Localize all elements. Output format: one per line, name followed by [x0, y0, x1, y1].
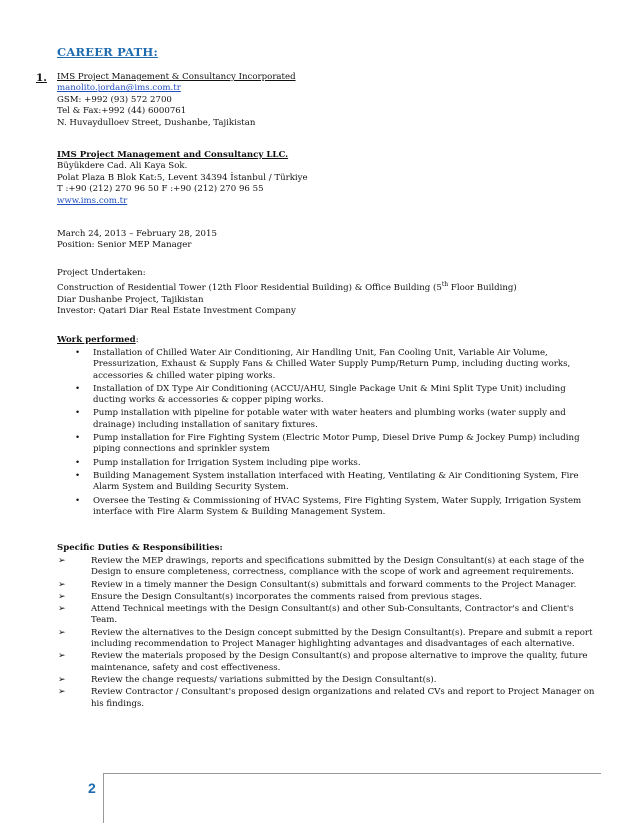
- duty-item-text: Ensure the Design Consultant(s) incorporates the comments raised from previous stages.: [91, 591, 482, 602]
- duty-item-text: Attend Technical meetings with the Design Consultant(s) and other Sub-Consultants, Contractor's and Client's Team.: [91, 604, 574, 626]
- company1-name: IMS Project Management & Consultancy Incorporated: [57, 72, 296, 82]
- footer-divider: [103, 773, 104, 823]
- bullet-icon: •: [75, 495, 81, 506]
- company1-gsm: GSM: +992 (93) 572 2700: [57, 94, 172, 105]
- arrow-bullet-icon: ➢: [58, 651, 66, 662]
- bullet-icon: •: [75, 383, 81, 394]
- arrow-bullet-icon: ➢: [58, 604, 66, 615]
- arrow-bullet-icon: ➢: [58, 591, 66, 602]
- work-performed-heading: Work performed:: [57, 335, 139, 345]
- arrow-bullet-icon: ➢: [58, 627, 66, 638]
- bullet-icon: •: [75, 433, 81, 444]
- company2-website-link[interactable]: www.ims.com.tr: [57, 195, 128, 206]
- duty-item-text: Review the MEP drawings, reports and specifications submitted by the Design Consultant(s) at each stage of the Design to ensure completeness, correctness, compliance with the scope of work and agreement requirements.: [91, 556, 585, 578]
- bullet-icon: •: [75, 457, 81, 468]
- page-number: 2: [88, 780, 96, 796]
- duty-item: [57, 556, 595, 579]
- duty-item-text: Review the materials proposed by the Design Consultant(s) and propose alternative to improve the quality, future maintenance, safety and cost effectiveness.: [91, 651, 588, 673]
- arrow-bullet-icon: ➢: [58, 674, 66, 685]
- footer-rule: [103, 773, 601, 774]
- work-item-text: Pump installation for Fire Fighting System (Electric Motor Pump, Diesel Drive Pump & Jockey Pump) including piping connections and sprinkler system: [93, 433, 580, 455]
- work-item: [75, 496, 595, 519]
- company1-address: N. Huvaydulloev Street, Dushanbe, Tajikistan: [57, 117, 256, 128]
- duty-item: [57, 628, 595, 651]
- duty-item: [57, 604, 595, 627]
- work-item: [75, 458, 595, 469]
- company2-name: IMS Project Management and Consultancy LLC.: [57, 150, 289, 160]
- bullet-icon: •: [75, 470, 81, 481]
- employment-dates: March 24, 2013 – February 28, 2015: [57, 229, 217, 239]
- duty-item: [57, 687, 595, 710]
- duty-item-text: Review Contractor / Consultant's proposed design organizations and related CVs and report to Project Manager on his findings.: [91, 687, 595, 709]
- duties-list: [57, 556, 595, 711]
- duties-heading-block: [57, 543, 223, 554]
- career-path-heading: CAREER PATH:: [57, 45, 158, 59]
- company2-line1: Büyükdere Cad. Ali Kaya Sok.: [57, 161, 188, 172]
- duty-item: [57, 651, 595, 674]
- work-item-text: Building Management System installation interfaced with Heating, Ventilating & Air Conditioning System, Fire Alarm System and Building Security System.: [93, 470, 579, 493]
- work-item-text: Installation of DX Type Air Conditioning (ACCU/AHU, Single Package Unit & Mini Split Type Unit) including ducting works & accessories & copper piping works.: [93, 383, 566, 406]
- duties-heading: Specific Duties & Responsibilities:: [57, 543, 223, 553]
- work-performed-label: Work performed: [57, 335, 136, 345]
- arrow-bullet-icon: ➢: [58, 687, 66, 698]
- work-item: [75, 408, 595, 431]
- project-line2: Diar Dushanbe Project, Tajikistan: [57, 294, 204, 305]
- work-item-text: Installation of Chilled Water Air Conditioning, Air Handling Unit, Fan Cooling Unit, Variable Air Volume, Pressurization, Exhaust & Supply Fans & Chilled Water Supply Pump/Return Pump, including ducting works, accessories & chilled water piping works.: [93, 348, 571, 381]
- project-line3: Investor: Qatari Diar Real Estate Investment Company: [57, 306, 296, 317]
- project-label: Project Undertaken:: [57, 268, 146, 278]
- duty-item-text: Review in a timely manner the Design Consultant(s) submittals and forward comments to the Project Manager.: [91, 579, 577, 590]
- duty-item-text: Review the change requests/ variations submitted by the Design Consultant(s).: [91, 674, 437, 685]
- company1-email-link[interactable]: manolito.jordan@ims.com.tr: [57, 83, 181, 94]
- work-item-text: Pump installation for Irrigation System including pipe works.: [93, 457, 361, 468]
- bullet-icon: •: [75, 348, 81, 358]
- employment-dates-block: [57, 229, 217, 252]
- arrow-bullet-icon: ➢: [58, 556, 66, 566]
- arrow-bullet-icon: ➢: [58, 579, 66, 590]
- company2-phone: T :+90 (212) 270 96 50 F :+90 (212) 270 96 55: [57, 184, 264, 195]
- company2-block: [57, 150, 308, 207]
- duty-item-text: Review the alternatives to the Design concept submitted by the Design Consultant(s). Prepare and submit a report including recommendation to Project Manager highlighting advantages and disadvantages of each alternative.: [91, 627, 593, 650]
- work-item: [75, 433, 595, 456]
- project-block: [57, 268, 517, 317]
- item-number: 1.: [36, 72, 47, 84]
- company1-block: [57, 72, 296, 129]
- work-performed-list: [75, 348, 595, 520]
- duty-item: [57, 580, 595, 591]
- project-line1: Construction of Residential Tower (12th Floor Residential Building) & Office Building (5th Floor Building): [57, 281, 517, 294]
- work-item: [75, 384, 595, 407]
- company2-line2: Polat Plaza B Blok Kat:5, Levent 34394 İstanbul / Türkiye: [57, 172, 308, 183]
- bullet-icon: •: [75, 408, 81, 419]
- work-item-text: Pump installation with pipeline for potable water with water heaters and plumbing works (water supply and drainage) including installation of sanitary fixtures.: [93, 408, 566, 430]
- duty-item: [57, 675, 595, 686]
- duty-item: [57, 592, 595, 603]
- work-item: [75, 348, 595, 382]
- work-item: [75, 471, 595, 494]
- position-title: Position: Senior MEP Manager: [57, 240, 192, 251]
- company1-tel: Tel & Fax:+992 (44) 6000761: [57, 106, 187, 117]
- work-item-text: Oversee the Testing & Commissioning of HVAC Systems, Fire Fighting System, Water Supply, Irrigation System interface with Fire Alarm System & Building Management System.: [93, 495, 582, 517]
